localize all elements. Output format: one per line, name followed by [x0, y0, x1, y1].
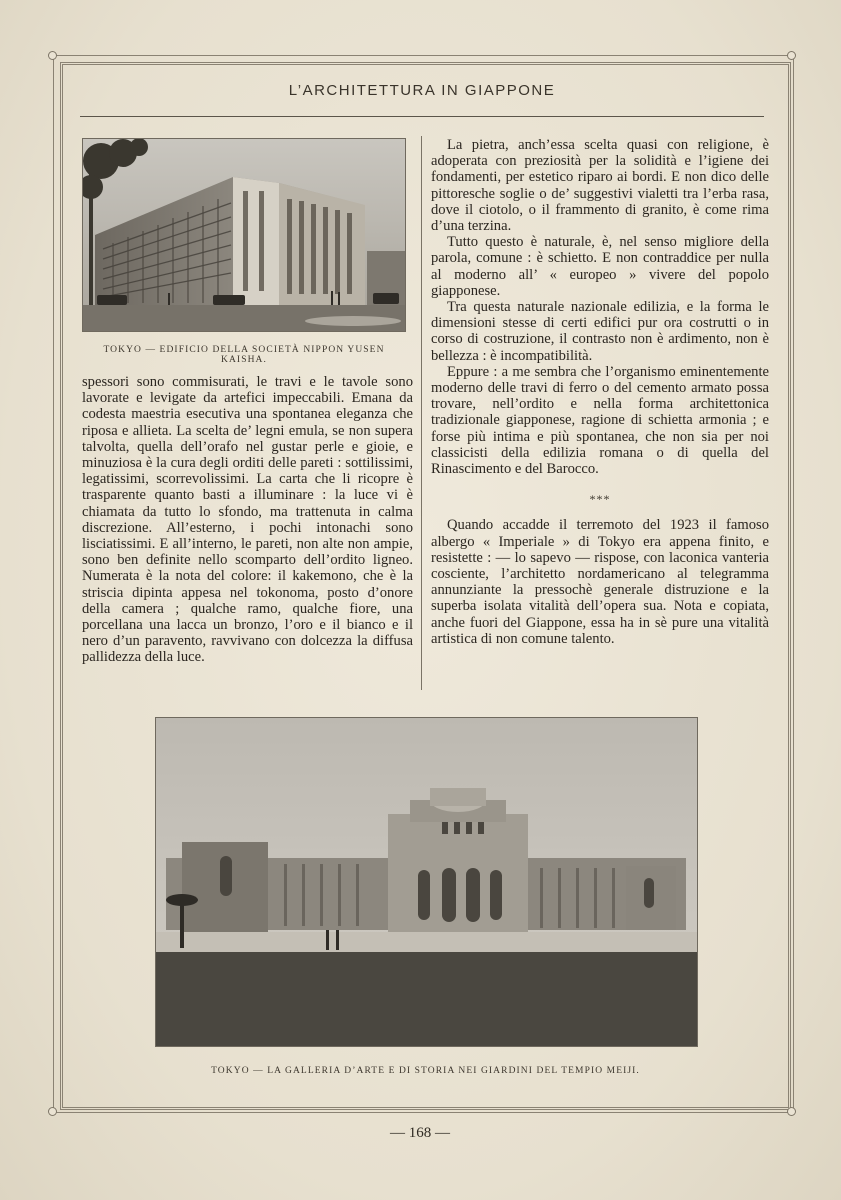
border-corner-ornament: [48, 1107, 57, 1116]
photo-meiji-art-history-gallery: [155, 717, 698, 1047]
figure-caption-2: TOKYO — LA GALLERIA D’ARTE E DI STORIA NEI GIARDINI DEL TEMPIO MEIJI.: [211, 1066, 640, 1076]
right-paragraph-4: Eppure : a me sembra che l’organismo eminentemente moderno delle travi di ferro o del cemento armato possa trovare, nell’ordito e nella forma architettonica tradizionale giapponese, ragione di schietta armonia ; e forse più intima e più spontanea, che non sia per noi classicisti della edilizia romana o di quella del Rinascimento e del Barocco.: [431, 363, 769, 478]
right-column: [431, 137, 769, 647]
left-column-paragraph: spessori sono commisurati, le travi e le tavole sono lavorate e levigate da artefici impeccabili. Emana da codesta maestria esecutiva una spontanea eleganza che riposa e allieta. La scelta de’ legni emula, se non supera talvolta, quella dell’orafo nel gustar perle e gioie, e minuziosa è la cura degli orditi delle pareti : sottilissimi, legatissimi, scorrevolissimi. La carta che li ricopre è trasparente quanto basti a illuminare : la luce vi è chiamata da tutto lo sfondo, ma trattenuta in calma discrezione. All’esterno, i pochi intonachi sono lisciatissimi. E all’interno, le pareti, non alte non ampie, sono ben definite nello scomparto dell’ordito ligneo. Numerata è la nota del colore: il kakemono, che è la striscia dipinta appesa nel tokonoma, posto d’onore della camera ; qualche ramo, qualche fiore, una porcellana una lacca un bronzo, l’oro e il bianco e il nero d’un paravento, ravvivano con dolcezza la diffusa pallidezza della luce.: [82, 374, 413, 666]
section-break-asterism: ***: [589, 492, 611, 507]
border-corner-ornament: [787, 1107, 796, 1116]
right-paragraph-2: Tutto questo è naturale, è, nel senso migliore della parola, comune : è schietto. E non contraddice per nulla al moderno all’ « europeo » vivere del popolo giapponese.: [431, 234, 769, 299]
page-number: — 168 —: [390, 1125, 450, 1141]
border-corner-ornament: [48, 51, 57, 60]
right-paragraph-5: Quando accadde il terremoto del 1923 il famoso albergo « Imperiale » di Tokyo era appena finito, e resistette : — lo sapevo — rispose, con laconica vanteria cosciente, l’architetto nordamericano al telegramma annunziante la pressochè generale distruzione e la superba isolata vitalità dell’opera sua. Nota e copiata, anche fuori del Giappone, essa ha in sè pure una vitalità artistica di non comune talento.: [431, 517, 769, 647]
photo-nippon-yusen-kaisha-building: [82, 138, 406, 332]
left-column: [82, 374, 413, 666]
border-corner-ornament: [787, 51, 796, 60]
running-header: L’ARCHITETTURA IN GIAPPONE: [288, 82, 556, 99]
right-paragraph-3: Tra questa naturale nazionale edilizia, e la forma le dimensioni stesse di certi edifici pur ora costrutti o in corso di costruzione, il contrasto non è ardimento, non è bellezza : è incompatibilità.: [431, 299, 769, 364]
right-paragraph-1: La pietra, anch’essa scelta quasi con religione, è adoperata con preziosità per la solidità e l’igiene dei fondamenti, per estetico riparo ai bordi. E non dico delle pittoresche soglie o de’ suggestivi vialetti tra l’erba rasa, dove il ciotolo, o il frammento di granito, è come rima d’una terzina.: [431, 137, 769, 235]
column-divider: [421, 136, 422, 690]
header-rule: [80, 116, 764, 117]
figure-caption-1: TOKYO — EDIFICIO DELLA SOCIETÀ NIPPON YUSEN KAISHA.: [103, 345, 385, 365]
